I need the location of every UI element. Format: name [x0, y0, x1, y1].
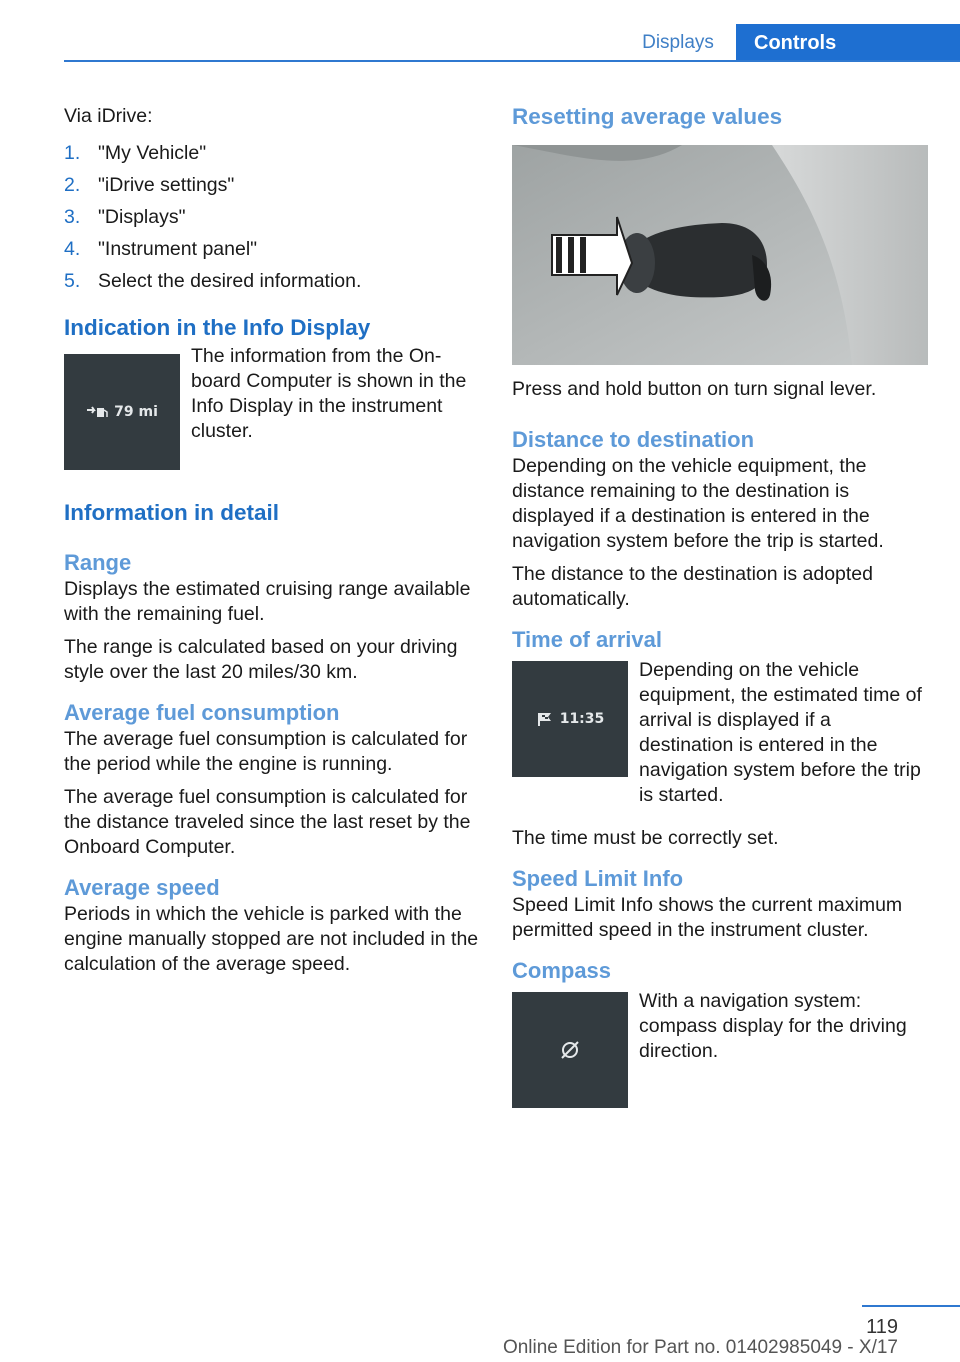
compass-text: With a navigation system: compass display for the driving direction.: [639, 990, 907, 1062]
info-display-screen: [64, 354, 180, 470]
range-paragraph: The range is calculated based on your driving style over the last 20 miles/30 km.: [64, 636, 458, 683]
chapter-tab[interactable]: Controls: [736, 24, 960, 62]
footer-rule: [862, 1305, 960, 1307]
page-header: [620, 24, 960, 62]
distance-heading: Distance to destination: [512, 427, 755, 452]
compass-icon: [559, 1039, 581, 1061]
list-item: [64, 265, 482, 297]
step-text: "My Vehicle": [98, 142, 207, 164]
step-number: 2.: [64, 174, 81, 196]
compass-display-screen: [512, 992, 628, 1108]
speed-limit-heading: Speed Limit Info: [512, 866, 684, 891]
detail-heading: Information in detail: [64, 500, 280, 525]
left-column: [64, 100, 482, 985]
range-icon: [86, 405, 108, 419]
indication-heading: Indication in the Info Display: [64, 315, 371, 340]
arrival-text: Depending on the vehicle equipment, the estimated time of arrival is displayed if a destination is entered in the navigation system before the trip is started.: [639, 659, 922, 806]
compass-figure: [512, 989, 928, 1108]
indication-figure: [64, 344, 482, 470]
list-item: [64, 233, 482, 265]
distance-paragraph: Depending on the vehicle equipment, the distance remaining to the destination is displayed if a destination is entered in the navigation system before the trip is started.: [512, 455, 884, 552]
arrival-figure: [512, 658, 928, 808]
avg-speed-paragraph: Periods in which the vehicle is parked with the engine manually stopped are not included in the calculation of the average speed.: [64, 903, 479, 975]
step-number: 1.: [64, 142, 81, 164]
distance-paragraph: The distance to the destination is adopted automatically.: [512, 563, 873, 610]
steps-list: [64, 137, 482, 297]
reset-heading: Resetting average values: [512, 104, 783, 129]
step-text: "iDrive settings": [98, 174, 235, 196]
arrival-display-screen: [512, 661, 628, 777]
turn-signal-lever-photo: [512, 145, 928, 365]
section-tab[interactable]: Displays: [642, 32, 714, 53]
list-item: [64, 201, 482, 233]
step-text: "Instrument panel": [98, 238, 258, 260]
header-rule: [64, 60, 960, 62]
step-number: 4.: [64, 238, 81, 260]
list-item: [64, 137, 482, 169]
compass-heading: Compass: [512, 958, 612, 983]
page-number: 119: [866, 1316, 898, 1338]
right-column: [512, 100, 928, 1108]
edition-note: Online Edition for Part no. 01402985049 - X/17: [502, 1337, 898, 1358]
avg-fuel-paragraph: The average fuel consumption is calculated for the period while the engine is running.: [64, 728, 468, 775]
intro-text: Via iDrive:: [64, 105, 153, 127]
speed-limit-paragraph: Speed Limit Info shows the current maximum permitted speed in the instrument cluster.: [512, 894, 903, 941]
step-number: 3.: [64, 206, 81, 228]
destination-flag-icon: [536, 711, 554, 727]
arrival-heading: Time of arrival: [512, 627, 662, 652]
step-number: 5.: [64, 270, 81, 292]
range-paragraph: Displays the estimated cruising range available with the remaining fuel.: [64, 578, 471, 625]
avg-fuel-heading: Average fuel consumption: [64, 700, 340, 725]
list-item: [64, 169, 482, 201]
step-text: "Displays": [98, 206, 186, 228]
arrival-note: The time must be correctly set.: [512, 827, 779, 849]
reset-caption: Press and hold button on turn signal lever.: [512, 378, 877, 400]
avg-speed-heading: Average speed: [64, 875, 220, 900]
indication-text: The information from the On-board Computer is shown in the Info Display in the instrument cluster.: [191, 345, 467, 442]
avg-fuel-paragraph: The average fuel consumption is calculated for the distance traveled since the last reset by the Onboard Computer.: [64, 786, 471, 858]
range-heading: Range: [64, 550, 132, 575]
range-readout: 79 mi: [114, 404, 158, 420]
step-text: Select the desired information.: [98, 270, 362, 292]
arrival-readout: 11:35: [559, 711, 605, 727]
